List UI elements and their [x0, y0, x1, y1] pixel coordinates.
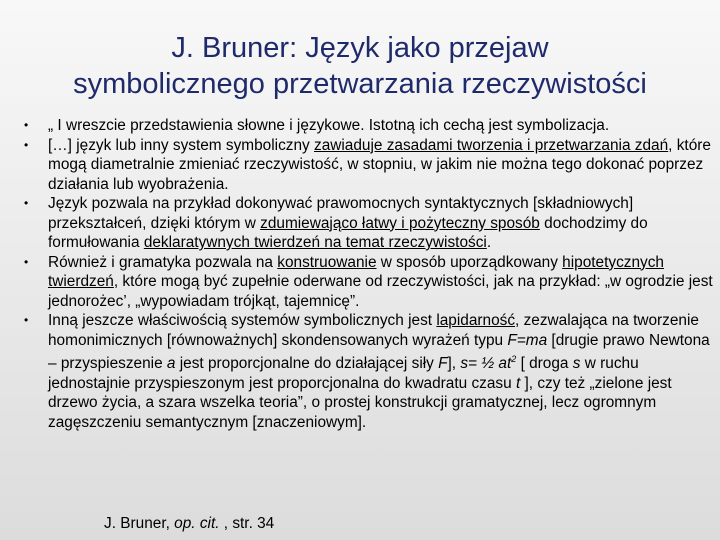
italic-term: s [572, 355, 581, 373]
bullet-dot: • [24, 118, 29, 132]
underlined-phrase: konstruowanie [277, 253, 377, 271]
text-run: ], [447, 355, 461, 373]
text-run: Inną jeszcze właściwością systemów symbolicznych jest [48, 312, 437, 329]
text-run: dochodzimy do formułowania [48, 214, 648, 251]
underlined-phrase: zawiaduje zasadami tworzenia i przetwarzania zdań [314, 136, 669, 154]
italic-term: F [438, 355, 448, 373]
slide-title-line-2: symbolicznego przetwarzania rzeczywistości [73, 68, 647, 100]
text-run: w sposób uporządkowany [376, 253, 563, 271]
bullet-item [24, 116, 720, 136]
text-run: , zezwalająca na tworzenie homonimicznych [równoważnych] skondensowanych wyrażeń typu [48, 312, 699, 349]
slide-title-line-1: J. Bruner: Język jako przejaw [171, 32, 549, 64]
bullet-text [48, 194, 720, 253]
text-run: jest proporcjonalne do działającej siły [175, 355, 439, 373]
source-prefix: J. Bruner, [104, 515, 175, 532]
slide-title [30, 30, 690, 102]
bullet-text [48, 253, 720, 312]
italic-term: s= ½ at [460, 355, 512, 373]
italic-term: a [166, 355, 176, 373]
bullet-item [24, 311, 720, 432]
bullet-text [48, 311, 720, 432]
text-run: [ droga [516, 355, 573, 373]
underlined-phrase: zdumiewająco łatwy i pożyteczny sposób [260, 214, 540, 232]
underlined-phrase: hipotetycznych twierdzeń [48, 253, 664, 290]
underlined-phrase: deklaratywnych twierdzeń na temat rzeczywistości [143, 234, 487, 251]
bullet-text [48, 136, 720, 195]
source-suffix: , str. 34 [219, 515, 275, 532]
bullet-item [24, 194, 720, 253]
italic-term: F=ma [507, 331, 548, 349]
bullet-dot: • [24, 137, 29, 152]
text-run: , które mogą diametralnie zmieniać rzeczywistość, w stopniu, w jakim nie można tego dokonać poprzez działania lub wyobrażenia. [48, 136, 711, 193]
bullet-dot: • [24, 196, 29, 210]
bullet-list [24, 116, 720, 432]
text-run: […] język lub inny system symboliczny [48, 136, 314, 154]
text-run: , które mogą być zupełnie oderwane od rzeczywistości, jak na przykład: „w ogrodzie jest jednorożec’, „wypowiadam trójkąt, tajemnicę”. [48, 273, 713, 310]
bullet-item [24, 253, 720, 312]
underlined-phrase: lapidarność [436, 312, 516, 329]
text-run: . [486, 234, 492, 251]
bullet-dot: • [24, 313, 29, 327]
bullet-dot: • [24, 254, 29, 269]
text-run: Język pozwala na przykład dokonywać prawomocnych syntaktycznych [składniowych] przekształceń, dzięki którym w [48, 195, 634, 232]
text-run: [drugie prawo Newtona – przyspieszenie [48, 331, 710, 373]
text-run: Również i gramatyka pozwala na [48, 253, 278, 271]
source-italic: op. cit. [174, 515, 220, 532]
text-run: 2 [511, 354, 517, 364]
text-run: w ruchu jednostajnie przyspieszonym jest proporcjonalna do kwadratu czasu [48, 355, 639, 392]
text-run: „ I wreszcie przedstawienia słowne i językowe. Istotną ich cechą jest symbolizacja. [48, 117, 610, 134]
italic-term: t [515, 374, 521, 392]
bullet-item [24, 136, 720, 195]
bullet-text [48, 116, 720, 136]
source-citation [104, 515, 274, 533]
text-run: ], czy też „zielone jest drzewo życia, a szara wszelka teoria”, o prostej konstrukcji gramatycznej, lecz ogromnym zagęszczeniu semantycznym [znaczeniowym]. [48, 374, 672, 431]
